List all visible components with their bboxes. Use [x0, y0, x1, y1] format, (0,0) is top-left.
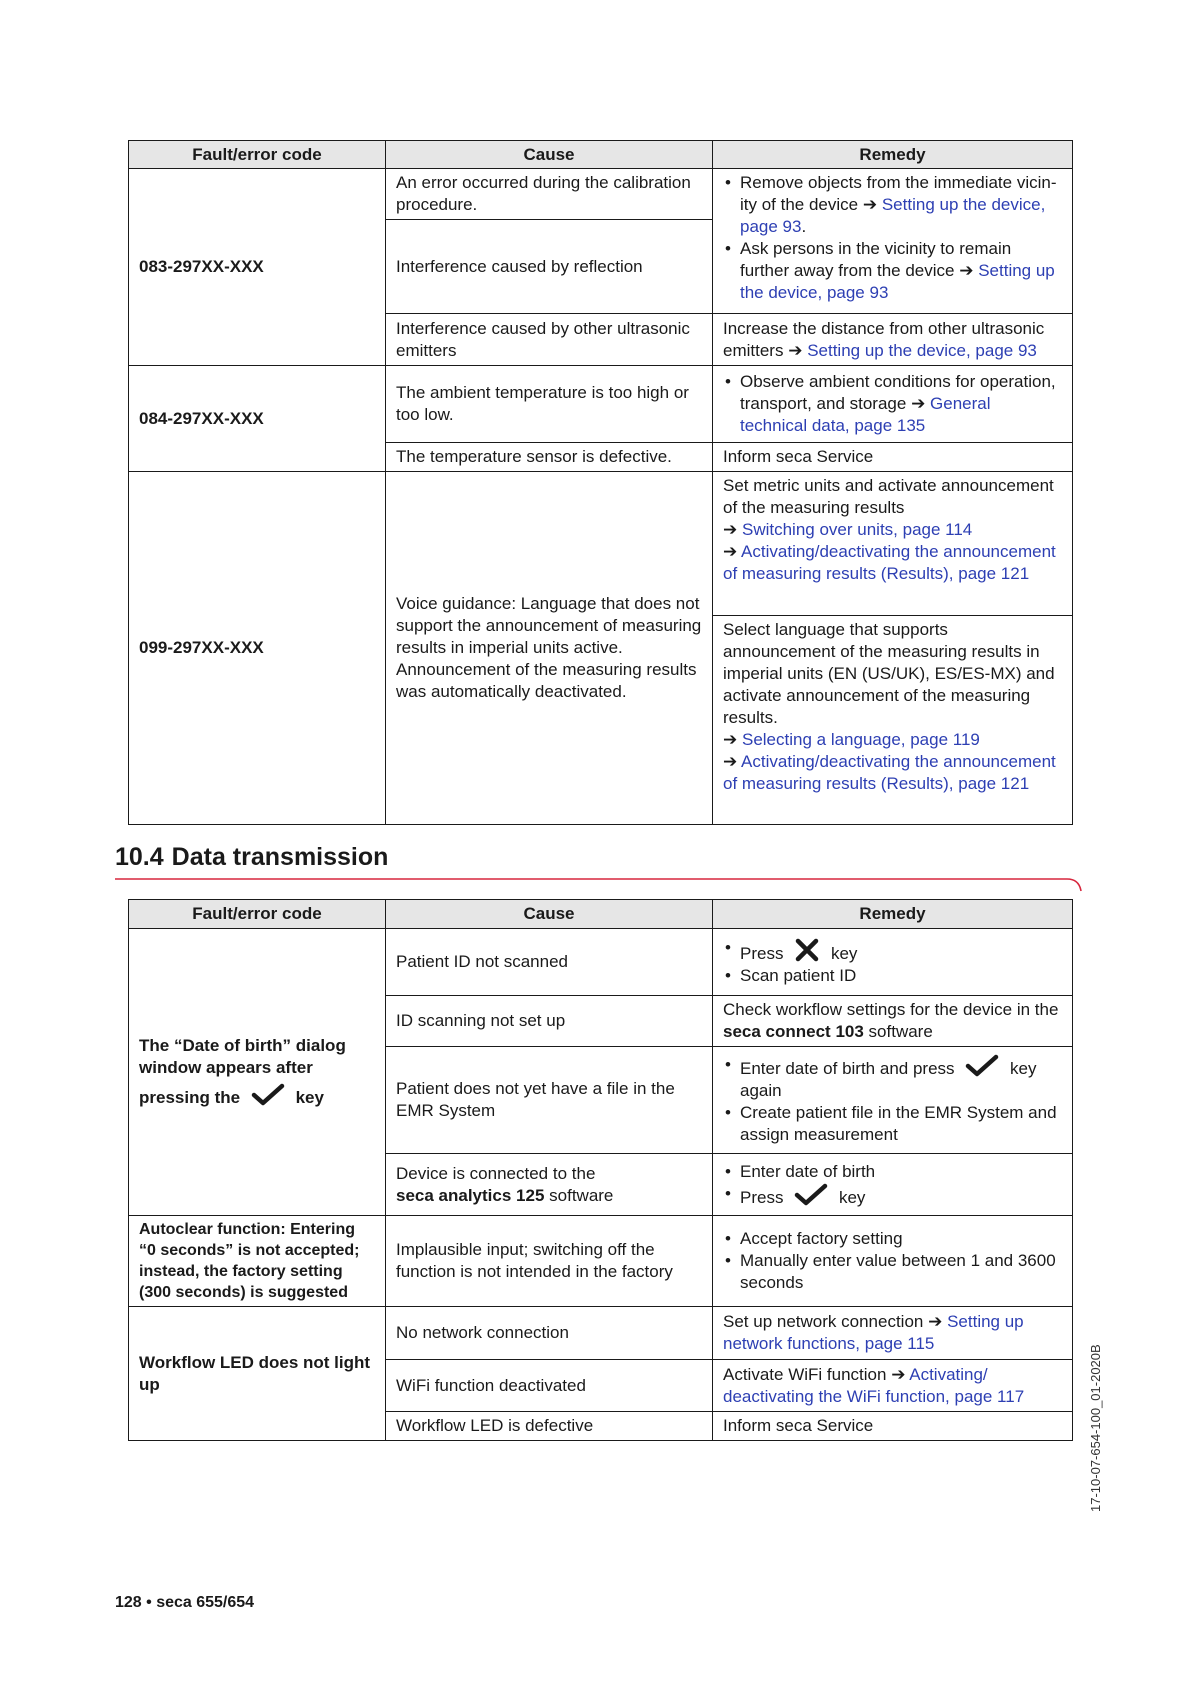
- close-x-icon: [794, 937, 820, 963]
- remedy-cell: Set metric units and activate announcement of the measuring results ➔ Switching over units, page 114 ➔ Activating/deactivating the announcement of measuring results (Results), page 121: [713, 472, 1073, 616]
- cause-cell: An error occurred during the calibration procedure.: [386, 169, 713, 220]
- remedy-cell: Activate WiFi function ➔ Activating/ deactivating the WiFi function, page 117: [713, 1360, 1073, 1412]
- page-link[interactable]: Setting up the device, page 93: [740, 195, 1046, 236]
- fault-code-084: 084-297XX-XXX: [129, 366, 386, 472]
- remedy-bullet: • Create patient file in the EMR System and assign measurement: [723, 1102, 1062, 1146]
- remedy-cell: [713, 1047, 1073, 1154]
- cause-cell: Interference caused by other ultrasonic emitters: [386, 314, 713, 366]
- cause-cell: Implausible input; switching off the function is not intended in the factory: [386, 1216, 713, 1307]
- remedy-bullet: • Remove objects from the immediate vicin-ity of the device ➔ Setting up the device, page 93.: [723, 172, 1062, 238]
- cause-cell: WiFi function deactivated: [386, 1360, 713, 1412]
- fault-code-dob-dialog: The “Date of birth” dialog window appears after pressing the key: [129, 929, 386, 1216]
- remedy-cell: Select language that supports announcement of the measuring results in imperial units (EN (US/UK), ES/ES-MX) and activate announcement of the measuring results. ➔ Selecting a language, page 119 ➔ Activating/deactivating the announcement of measuring results (Results), page 121: [713, 616, 1073, 825]
- header-cause: Cause: [386, 900, 713, 929]
- header-cause: Cause: [386, 141, 713, 169]
- fault-table-2: [128, 899, 1073, 1441]
- fault-table-1: [128, 140, 1073, 825]
- remedy-bullet: • Ask persons in the vicinity to remain further away from the device ➔ Setting up the device, page 93: [723, 238, 1062, 304]
- header-fault-code: Fault/error code: [129, 141, 386, 169]
- cause-cell: Patient does not yet have a file in the EMR System: [386, 1047, 713, 1154]
- cause-cell: The temperature sensor is defective.: [386, 443, 713, 472]
- remedy-bullet: • Scan patient ID: [723, 965, 1062, 987]
- page-link[interactable]: Setting up the device, page 93: [807, 340, 1037, 360]
- remedy-bullet: • Enter date of birth: [723, 1161, 1062, 1183]
- cause-cell: No network connection: [386, 1307, 713, 1360]
- page-link[interactable]: Activating/deactivating the announcement of measuring results (Results), page 121: [723, 542, 1056, 583]
- header-remedy: Remedy: [713, 900, 1073, 929]
- remedy-bullet: • Observe ambient conditions for operation, transport, and storage ➔ General technical data, page 135: [723, 371, 1062, 437]
- cause-cell: Device is connected to the seca analytics 125 software: [386, 1154, 713, 1216]
- checkmark-icon: [794, 1183, 828, 1207]
- remedy-cell: Inform seca Service: [713, 443, 1073, 472]
- fault-code-083: 083-297XX-XXX: [129, 169, 386, 366]
- page-link[interactable]: Activating/deactivating the announcement of measuring results (Results), page 121: [723, 752, 1056, 793]
- remedy-cell: Increase the distance from other ultrasonic emitters ➔ Setting up the device, page 93: [713, 314, 1073, 366]
- remedy-cell: [713, 1154, 1073, 1216]
- fault-code-099: 099-297XX-XXX: [129, 472, 386, 825]
- remedy-cell: [713, 366, 1073, 443]
- checkmark-icon: [965, 1054, 999, 1078]
- remedy-bullet: • Accept factory setting: [723, 1228, 1062, 1250]
- cause-cell: Interference caused by reflection: [386, 220, 713, 314]
- page-link[interactable]: General technical data, page 135: [740, 394, 991, 435]
- fault-code-autoclear: Autoclear function: Entering “0 seconds” is not accepted; instead, the factory setting (300 seconds) is suggested: [129, 1216, 386, 1307]
- remedy-cell: [713, 169, 1073, 314]
- remedy-cell: Inform seca Service: [713, 1412, 1073, 1441]
- fault-code-workflow-led: Workflow LED does not light up: [129, 1307, 386, 1441]
- remedy-bullet: • Press key: [723, 937, 1062, 965]
- page-link[interactable]: Setting up the device, page 93: [740, 261, 1055, 302]
- section-heading: [115, 843, 388, 872]
- cause-cell: The ambient temperature is too high or too low.: [386, 366, 713, 443]
- header-remedy: Remedy: [713, 141, 1073, 169]
- page-link[interactable]: Setting up network functions, page 115: [723, 1312, 1024, 1353]
- section-number: 10.4: [115, 843, 164, 871]
- remedy-cell: Set up network connection ➔ Setting up network functions, page 115: [713, 1307, 1073, 1360]
- remedy-cell: Check workflow settings for the device in the seca connect 103 software: [713, 996, 1073, 1047]
- page-footer: 128 • seca 655/654: [115, 1594, 255, 1611]
- remedy-cell: [713, 929, 1073, 996]
- cause-cell: ID scanning not set up: [386, 996, 713, 1047]
- cause-cell: Patient ID not scanned: [386, 929, 713, 996]
- remedy-bullet: • Enter date of birth and press key again: [723, 1054, 1062, 1102]
- document-code-text: 17-10-07-654-100_01-2020B: [1088, 1344, 1103, 1512]
- cause-cell: Workflow LED is defective: [386, 1412, 713, 1441]
- remedy-bullet: • Press key: [723, 1183, 1062, 1209]
- section-rule: [115, 877, 1083, 899]
- page-link[interactable]: Switching over units, page 114: [741, 520, 973, 539]
- checkmark-icon: [251, 1083, 285, 1107]
- section-title: Data transmission: [171, 843, 389, 871]
- cause-cell: Voice guidance: Language that does not support the announcement of measuring results in imperial units active. Announcement of the measuring results was automatically deactivated.: [386, 472, 713, 825]
- page-link[interactable]: Activating/ deactivating the WiFi function, page 117: [723, 1364, 1025, 1406]
- remedy-cell: [713, 1216, 1073, 1307]
- header-fault-code: Fault/error code: [129, 900, 386, 929]
- page-link[interactable]: Selecting a language, page 119: [741, 730, 980, 749]
- remedy-bullet: • Manually enter value between 1 and 3600 seconds: [723, 1250, 1062, 1294]
